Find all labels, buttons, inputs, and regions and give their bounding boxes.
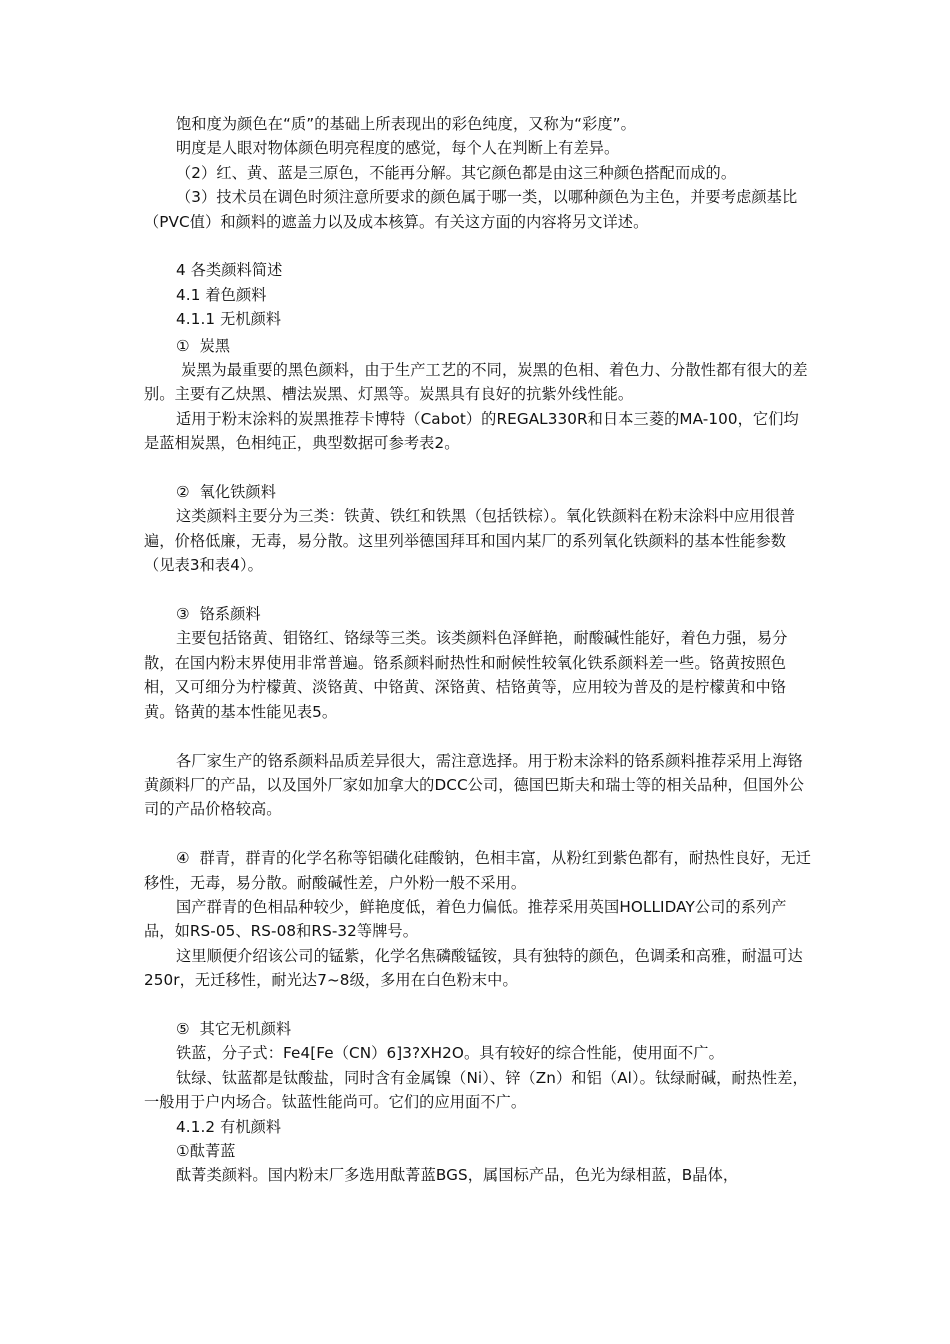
paragraph-ultramarine-1: ④ 群青，群青的化学名称等铝磺化硅酸钠，色相丰富，从粉红到紫色都有，耐热性良好，无迁移性，无毒，易分散。耐酸碱性差，户外粉一般不采用。 (144, 849, 812, 892)
section-heading-4-1-2: 4.1.2 有机颜料 (176, 1117, 282, 1136)
paragraph-saturation: 饱和度为颜色在“质”的基础上所表现出的彩色纯度，又称为“彩度”。 (176, 115, 636, 133)
paragraph-phthalocyanine: 酞菁类颜料。国内粉末厂多选用酞菁蓝BGS，属国标产品，色光为绿相蓝，B晶体， (176, 1166, 739, 1185)
subheading-phthalocyanine-blue: ①酞菁蓝 (176, 1141, 236, 1160)
subheading-carbon-black: ① 炭黑 (176, 336, 231, 355)
spacer (144, 993, 812, 1017)
spacer (144, 234, 812, 258)
subheading-chrome-pigments: ③ 铬系颜料 (176, 605, 261, 624)
section-heading-4: 4 各类颜料简述 (176, 261, 283, 280)
paragraph-chrome-1: 主要包括铬黄、钼铬红、铬绿等三类。该类颜料色泽鲜艳，耐酸碱性能好，着色力强，易分散，在国内粉末界使用非常普遍。铬系颜料耐热性和耐候性较氧化铁系颜料差一些。铬黄按照色相，又可细分为柠檬黄、淡铬黄、中铬黄、深铬黄、桔铬黄等，应用较为普及的是柠檬黄和中铬黄。铬黄的基本性能见表5。 (144, 629, 788, 721)
paragraph-titanate: 钛绿、钛蓝都是钛酸盐，同时含有金属镍（Ni）、锌（Zn）和铝（Al）。钛绿耐碱，耐热性差，一般用于户内场合。钛蓝性能尚可。它们的应用面不广。 (144, 1068, 808, 1112)
subheading-iron-oxide: ② 氧化铁颜料 (176, 483, 277, 502)
paragraph-color-matching: （3）技术员在调色时须注意所要求的颜色属于哪一类，以哪种颜色为主色，并要考虑颜基比（PVC值）和颜料的遮盖力以及成本核算。有关这方面的内容将另文详述。 (144, 188, 798, 231)
section-heading-4-1-1: 4.1.1 无机颜料 (176, 310, 282, 329)
paragraph-iron-blue: 铁蓝，分子式：Fe4[Fe（CN）6]3?XH2O。具有较好的综合性能，使用面不广。 (176, 1044, 724, 1063)
section-heading-4-1: 4.1 着色颜料 (176, 285, 267, 304)
spacer (144, 724, 812, 748)
paragraph-carbon-black-1: 炭黑为最重要的黑色颜料，由于生产工艺的不同，炭黑的色相、着色力、分散性都有很大的差别。主要有乙炔黑、槽法炭黑、灯黑等。炭黑具有良好的抗紫外线性能。 (144, 361, 808, 404)
paragraph-brightness: 明度是人眼对物体颜色明亮程度的感觉，每个人在判断上有差异。 (176, 139, 620, 158)
paragraph-manganese-violet: 这里顺便介绍该公司的锰紫，化学名焦磷酸锰铵，具有独特的颜色，色调柔和高雅，耐温可达250r，无迁移性，耐光达7~8级，多用在白色粉末中。 (144, 946, 803, 990)
subheading-other-inorganic: ⑤ 其它无机颜料 (176, 1019, 292, 1038)
paragraph-iron-oxide: 这类颜料主要分为三类：铁黄、铁红和铁黑（包括铁棕）。氧化铁颜料在粉末涂料中应用很普遍，价格低廉，无毒，易分散。这里列举德国拜耳和国内某厂的系列氧化铁颜料的基本性能参数（见表3和表4）。 (144, 507, 796, 575)
spacer (144, 822, 812, 846)
paragraph-ultramarine-2: 国产群青的色相品种较少，鲜艳度低，着色力偏低。推荐采用英国HOLLIDAY公司的系列产品，如RS-05、RS-08和RS-32等牌号。 (144, 897, 787, 941)
spacer (144, 578, 812, 602)
paragraph-primary-colors: （2）红、黄、蓝是三原色，不能再分解。其它颜色都是由这三种颜色搭配而成的。 (176, 163, 737, 182)
paragraph-carbon-black-2: 适用于粉末涂料的炭黑推荐卡博特（Cabot）的REGAL330R和日本三菱的MA-100，它们均是蓝相炭黑，色相纯正，典型数据可参考表2。 (144, 409, 799, 453)
paragraph-chrome-2: 各厂家生产的铬系颜料品质差异很大，需注意选择。用于粉末涂料的铬系颜料推荐采用上海铬黄颜料厂的产品，以及国外厂家如加拿大的DCC公司，德国巴斯夫和瑞士等的相关品种，但国外公司的产品价格较高。 (144, 751, 804, 819)
spacer (144, 456, 812, 480)
document-body (144, 112, 812, 1188)
